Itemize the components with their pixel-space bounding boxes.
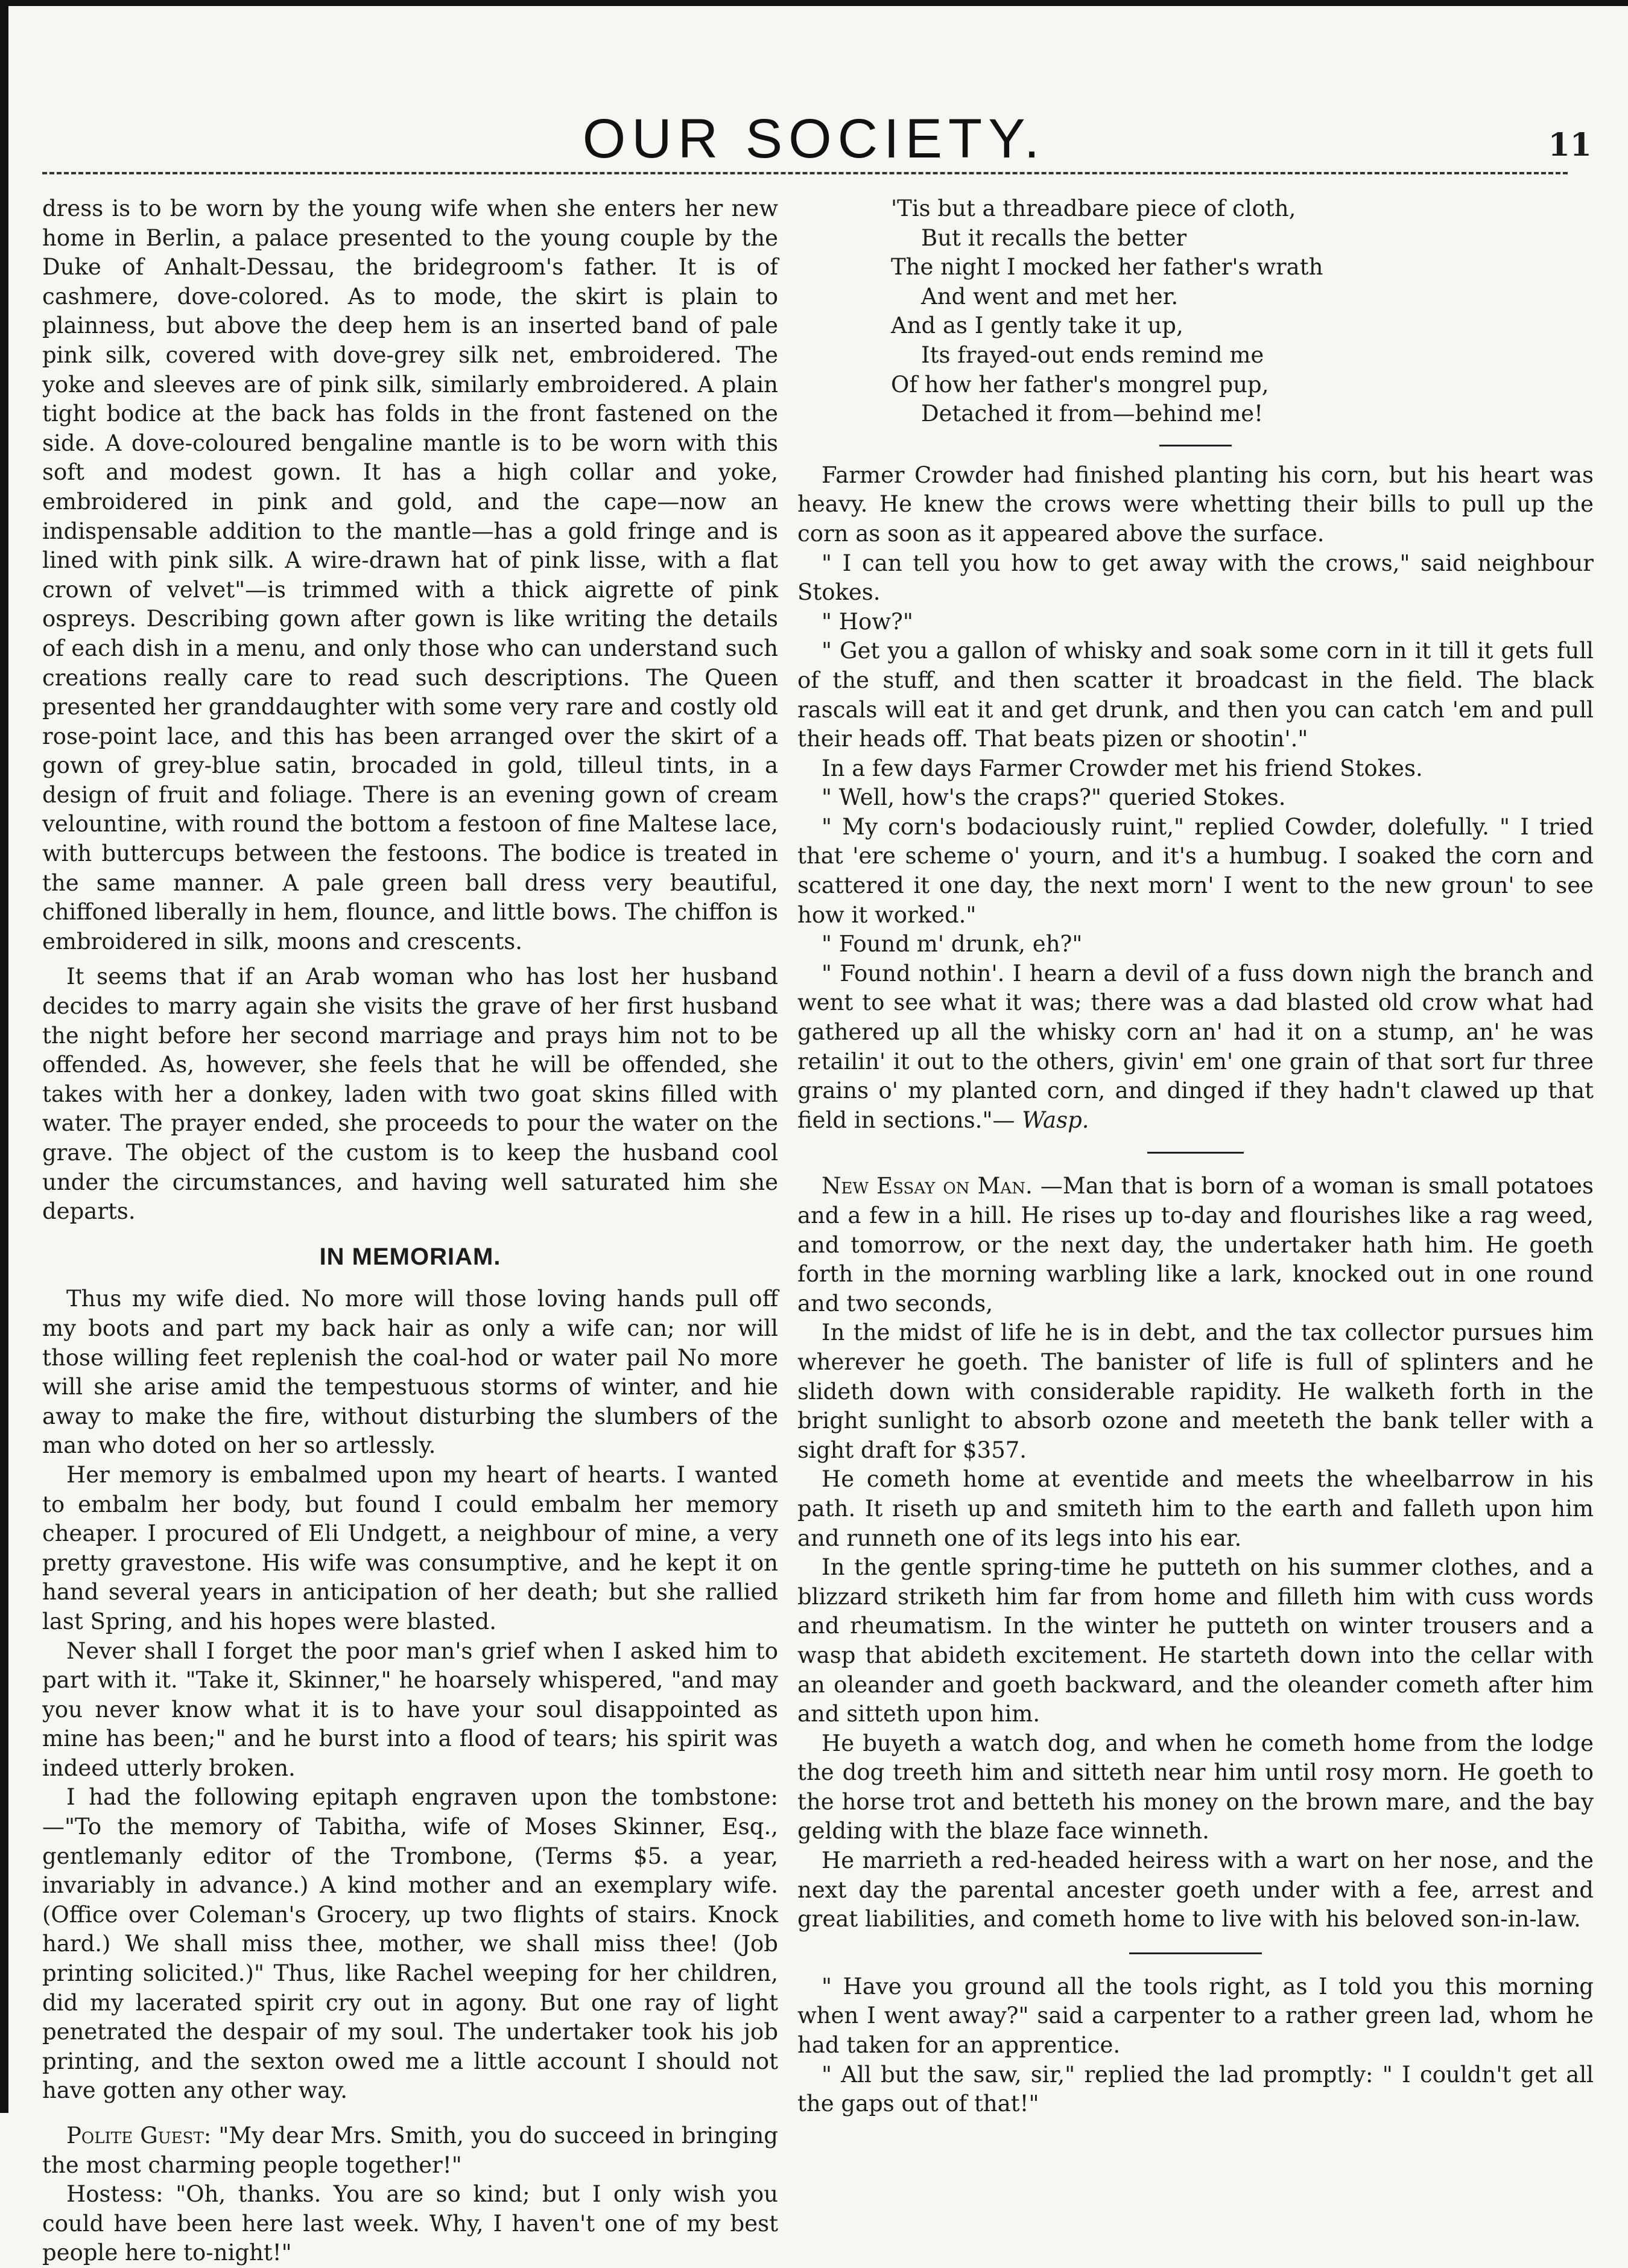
crowder-final-text: " Found nothin'. I hearn a devil of a fuss down nigh the branch and went to see what it was; there was a dad blasted old crow what had gathered up all the whisky corn an' had it on a stump, an' he was retailin' it out to the others, givin' em' one grain of that sort fur three grains o' my planted corn, and dinged if they hadn't clawed up that field in sections."— — [797, 960, 1594, 1133]
essay-paragraph: In the gentle spring-time he putteth on his summer clothes, and a blizzard striketh him far from home and filleth him with cuss words and rheumatism. In the winter he putteth on winter trousers and a wasp that abideth excitement. He starteth down into the cellar with an oleander and goeth backward, and the oleander cometh after him and sitteth upon him. — [797, 1554, 1594, 1727]
crowder-paragraph: " Found m' drunk, eh?" — [822, 931, 1083, 958]
poem-line: And as I gently take it up, — [891, 313, 1183, 339]
essay-paragraph: He marrieth a red-headed heiress with a wart on her nose, and the next day the parental ancester goeth under with a fee, arrest and great liabilities, and cometh home to live with his beloved son-in-law. — [797, 1847, 1594, 1933]
poem-line: Detached it from—behind me! — [921, 401, 1263, 427]
crowder-paragraph: " My corn's bodaciously ruint," replied Cowder, dolefully. " I tried that 'ere scheme o' yourn, and it's a humbug. I soaked the corn and scattered it one day, the next morn' I went to the new groun' to see how it worked." — [797, 813, 1594, 928]
right-column — [797, 194, 1594, 2119]
crowder-paragraph: " Get you a gallon of whisky and soak some corn in it till it gets full of the stuff, and then scatter it broadcast in the field. The black rascals will eat it and get drunk, and then you can catch 'em and pull their heads off. That beats pizen or shootin'." — [797, 638, 1594, 752]
polite-guest-paragraph — [42, 2121, 778, 2180]
hostess-label: Hostess: — [66, 2181, 163, 2208]
essay-paragraph: He cometh home at eventide and meets the wheelbarrow in his path. It riseth up and smiteth him to the earth and falleth upon him and runneth one of its legs into his ear. — [797, 1466, 1594, 1551]
page-edge-rule — [0, 0, 8, 2113]
section-divider — [1159, 445, 1232, 446]
memoriam-heading: IN MEMORIAM. — [319, 1243, 501, 1270]
section-divider — [1129, 1952, 1262, 1954]
hostess-paragraph — [42, 2180, 778, 2268]
section-divider — [1147, 1152, 1244, 1154]
crowder-paragraph: " How?" — [822, 608, 913, 635]
left-column — [42, 194, 778, 2268]
header-divider — [42, 172, 1568, 174]
crowder-paragraph: " I can tell you how to get away with the crows," said neighbour Stokes. — [797, 550, 1594, 606]
essay-paragraph — [797, 1172, 1594, 1318]
crowder-paragraph: In a few days Farmer Crowder met his friend Stokes. — [822, 755, 1423, 781]
top-border — [0, 0, 1628, 41]
poem-line: And went and met her. — [921, 283, 1179, 310]
essay-title: New Essay on Man. — [822, 1173, 1033, 1199]
page-number: 11 — [1548, 127, 1592, 164]
poem-line: The night I mocked her father's wrath — [891, 254, 1323, 281]
crowder-paragraph: " Well, how's the craps?" queried Stokes. — [822, 784, 1286, 811]
poem-line: Of how her father's mongrel pup, — [891, 371, 1269, 398]
guest-label: Polite Guest: — [66, 2123, 212, 2149]
carpenter-paragraph: " All but the saw, sir," replied the lad promptly: " I couldn't get all the gaps out of that!" — [797, 2061, 1594, 2117]
poem-line: Its frayed-out ends remind me — [921, 341, 1264, 368]
page-title: OUR SOCIETY. — [582, 108, 1046, 170]
source-attribution: Wasp. — [1022, 1107, 1089, 1133]
poem-line: But it recalls the better — [921, 224, 1187, 251]
guest-text: "My dear Mrs. Smith, you do succeed in bringing the most charming people together!" — [42, 2123, 778, 2178]
essay-paragraph: In the midst of life he is in debt, and the tax collector pursues him wherever he goeth. The banister of life is full of splinters and he slideth down with considerable rapidity. He walketh forth in the bright sunlight to absorb ozone and meeteth the bank teller with a sight draft for $357. — [797, 1320, 1594, 1463]
arab-custom-article: It seems that if an Arab woman who has lost her husband decides to marry again she visits the grave of her first husband the night before her second marriage and prays him not to be offended. As, however, she feels that he will be offended, she takes with her a donkey, laden with two goat skins filled with water. The prayer ended, she proceeds to pour the water on the grave. The object of the custom is to keep the husband cool under the circumstances, and having well saturated him she departs. — [42, 964, 778, 1225]
memoriam-paragraph: Thus my wife died. No more will those loving hands pull off my boots and part my back hair as only a wife can; nor will those willing feet replenish the coal-hod or water pail No more will she arise amid the tempestuous storms of winter, and hie away to make the fire, without disturbing the slumbers of the man who doted on her so artlessly. — [42, 1286, 778, 1459]
fashion-article: dress is to be worn by the young wife when she enters her new home in Berlin, a palace presented to the young couple by the Duke of Anhalt-Dessau, the bridegroom's father. It is of cashmere, dove-colored. As to mode, the skirt is plain to plainness, but above the deep hem is an inserted band of pale pink silk, covered with dove-grey silk net, embroidered. The yoke and sleeves are of pink silk, similarly embroidered. A plain tight bodice at the back has folds in the front fastened on the side. A dove-coloured bengaline mantle is to be worn with this soft and modest gown. It has a high collar and yoke, embroidered in pink and gold, and the cape—now an indispensable addition to the mantle—has a gold fringe and is lined with pink silk. A wire-drawn hat of pink lisse, with a flat crown of velvet"—is trimmed with a thick aigrette of pink ospreys. Describing gown after gown is like writing the details of each dish in a menu, and only those who can understand such creations really care to read such descriptions. The Queen presented her granddaughter with some very rare and costly old rose-point lace, and this has been arranged over the skirt of a gown of grey-blue satin, brocaded in gold, tilleul tints, in a design of fruit and foliage. There is an evening gown of cream velountine, with round the bottom a festoon of fine Maltese lace, with buttercups between the festoons. The bodice is treated in the same manner. A pale green ball dress very beautiful, chiffoned liberally in hem, flounce, and little bows. The chiffon is embroidered in silk, moons and crescents. — [42, 195, 778, 955]
poem-line: 'Tis but a threadbare piece of cloth, — [891, 195, 1296, 221]
crowder-paragraph: Farmer Crowder had finished planting his corn, but his heart was heavy. He knew the crows were whetting their bills to pull up the corn as soon as it appeared above the surface. — [797, 462, 1594, 547]
memoriam-paragraph: Her memory is embalmed upon my heart of hearts. I wanted to embalm her body, but found I could embalm her memory cheaper. I procured of Eli Undgett, a neighbour of mine, a very pretty gravestone. His wife was consumptive, and he kept it on hand several years in anticipation of her death; but she rallied last Spring, and his hopes were blasted. — [42, 1461, 778, 1634]
crowder-paragraph — [797, 959, 1594, 1136]
carpenter-paragraph: " Have you ground all the tools right, as I told you this morning when I went away?" said a carpenter to a rather green lad, whom he had taken for an apprentice. — [797, 1973, 1594, 2059]
memoriam-paragraph: Never shall I forget the poor man's grief when I asked him to part with it. "Take it, Skinner," he hoarsely whispered, "and may you never know what it is to have your soul disappointed as mine has been;" and he burst into a flood of tears; his spirit was indeed utterly broken. — [42, 1637, 778, 1781]
essay-paragraph: He buyeth a watch dog, and when he cometh home from the lodge the dog treeth him and sitteth near him until rosy morn. He goeth to the horse trot and betteth his money on the brown mare, and the bay gelding with the blaze face winneth. — [797, 1730, 1594, 1844]
hostess-text: "Oh, thanks. You are so kind; but I only wish you could have been here last week. Why, I haven't one of my best people here to-night!" — [42, 2181, 778, 2266]
essay-text: —Man that is born of a woman is small potatoes and a few in a hill. He rises up to-day and flourishes like a rag weed, and tomorrow, or the next day, the undertaker hath him. He goeth forth in the morning warbling like a lark, knocked out in one round and two seconds, — [797, 1173, 1594, 1317]
memoriam-paragraph: I had the following epitaph engraven upon the tombstone:—"To the memory of Tabitha, wife of Moses Skinner, Esq., gentlemanly editor of the Trombone, (Terms $5. a year, invariably in advance.) A kind mother and an exemplary wife. (Office over Coleman's Grocery, up two flights of stairs. Knock hard.) We shall miss thee, mother, we shall miss thee! (Job printing solicited.)" Thus, like Rachel weeping for her children, did my lacerated spirit cry out in agony. But one ray of light penetrated the despair of my soul. The undertaker took his job printing, and the sexton owed me a little account I should not have gotten any other way. — [42, 1784, 778, 2104]
poem — [891, 194, 1594, 429]
